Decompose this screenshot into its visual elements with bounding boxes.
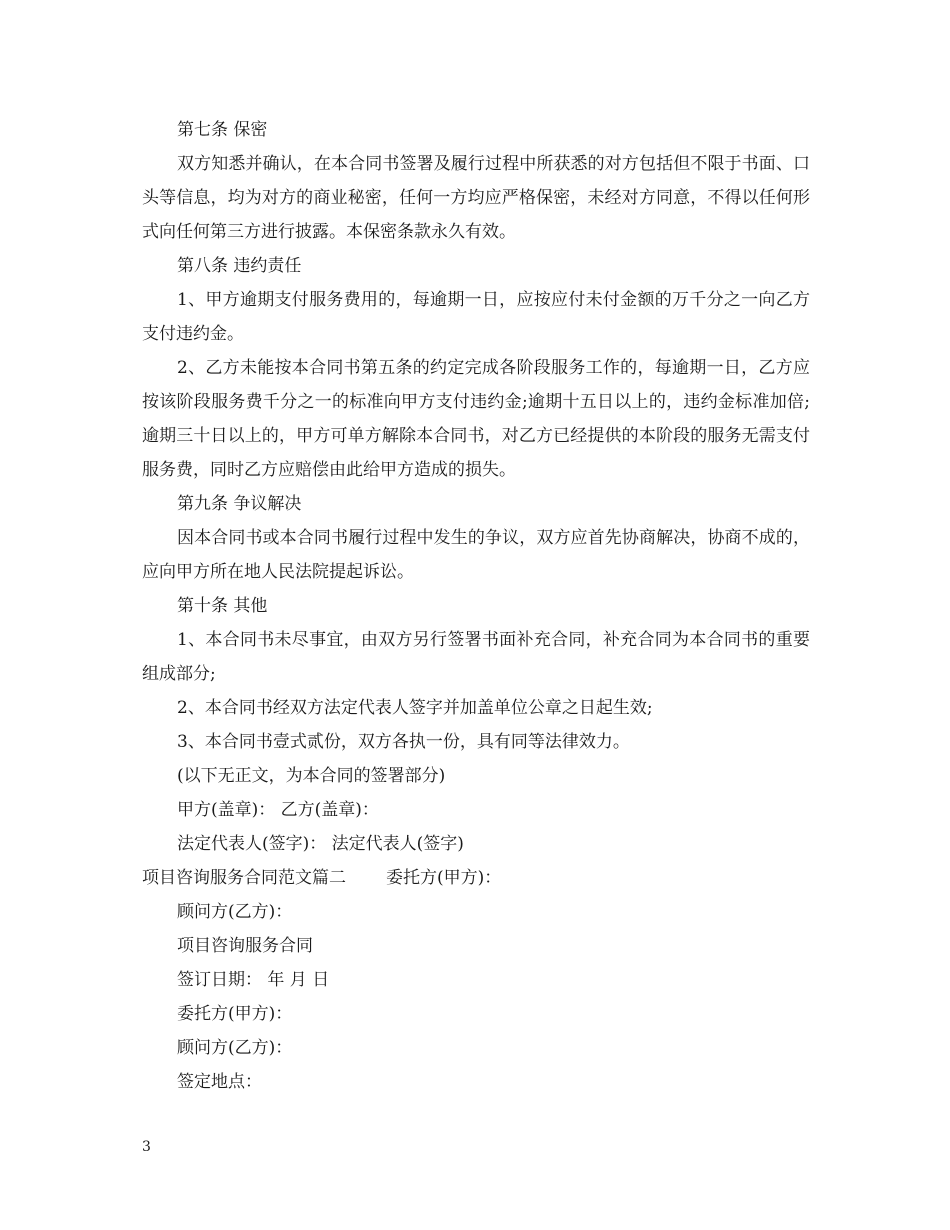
article-8-heading: 第八条 违约责任 <box>177 256 302 276</box>
article-9-heading: 第九条 争议解决 <box>177 494 302 514</box>
consultant-party-line: 顾问方(乙方)： <box>177 1038 293 1058</box>
article-8-clause-2: 2、乙方未能按本合同书第五条的约定完成各阶段服务工作的，每逾期一日，乙方应按该阶段服务费千分之一的标准向甲方支付违约金;逾期十五日以上的，违约金标准加倍;逾期三十日以上的，甲方可单方解除本合同书，对乙方已经提供的本阶段的服务无需支付服务费，同时乙方应赔偿由此给甲方造成的损失。 <box>142 358 810 480</box>
article-10-clause-2: 2、本合同书经双方法定代表人签字并加盖单位公章之日起生效; <box>177 698 653 718</box>
consultant-party-label: 顾问方(乙方)： <box>177 902 293 922</box>
article-7-heading: 第七条 保密 <box>177 120 268 140</box>
signing-date-line: 签订日期： 年 月 日 <box>177 970 330 990</box>
article-7-body: 双方知悉并确认，在本合同书签署及履行过程中所获悉的对方包括但不限于书面、口头等信息，均为对方的商业秘密，任何一方均应严格保密，未经对方同意，不得以任何形式向任何第三方进行披露。本保密条款永久有效。 <box>142 154 810 242</box>
article-10-heading: 第十条 其他 <box>177 596 268 616</box>
article-10-clause-1: 1、本合同书未尽事宜，由双方另行签署书面补充合同，补充合同为本合同书的重要组成部分; <box>142 630 810 684</box>
document-body <box>142 113 810 1099</box>
client-party-label: 委托方(甲方)： <box>386 868 502 888</box>
signing-note: (以下无正文，为本合同的签署部分) <box>177 766 446 786</box>
article-9-body: 因本合同书或本合同书履行过程中发生的争议，双方应首先协商解决，协商不成的，应向甲方所在地人民法院提起诉讼。 <box>142 528 810 582</box>
signing-location-line: 签定地点： <box>177 1072 262 1092</box>
section-heading-line <box>142 861 810 895</box>
page-number: 3 <box>142 1139 151 1155</box>
article-10-clause-3: 3、本合同书壹式贰份，双方各执一份，具有同等法律效力。 <box>177 732 630 752</box>
client-party-line: 委托方(甲方)： <box>177 1004 293 1024</box>
article-8-clause-1: 1、甲方逾期支付服务费用的，每逾期一日，应按应付未付金额的万千分之一向乙方支付违约金。 <box>142 290 810 344</box>
section-title: 项目咨询服务合同范文篇二 <box>142 868 346 888</box>
contract-title: 项目咨询服务合同 <box>177 936 313 956</box>
representative-signature-line: 法定代表人(签字)： 法定代表人(签字) <box>177 834 464 854</box>
party-seal-line: 甲方(盖章)： 乙方(盖章)： <box>177 800 379 820</box>
